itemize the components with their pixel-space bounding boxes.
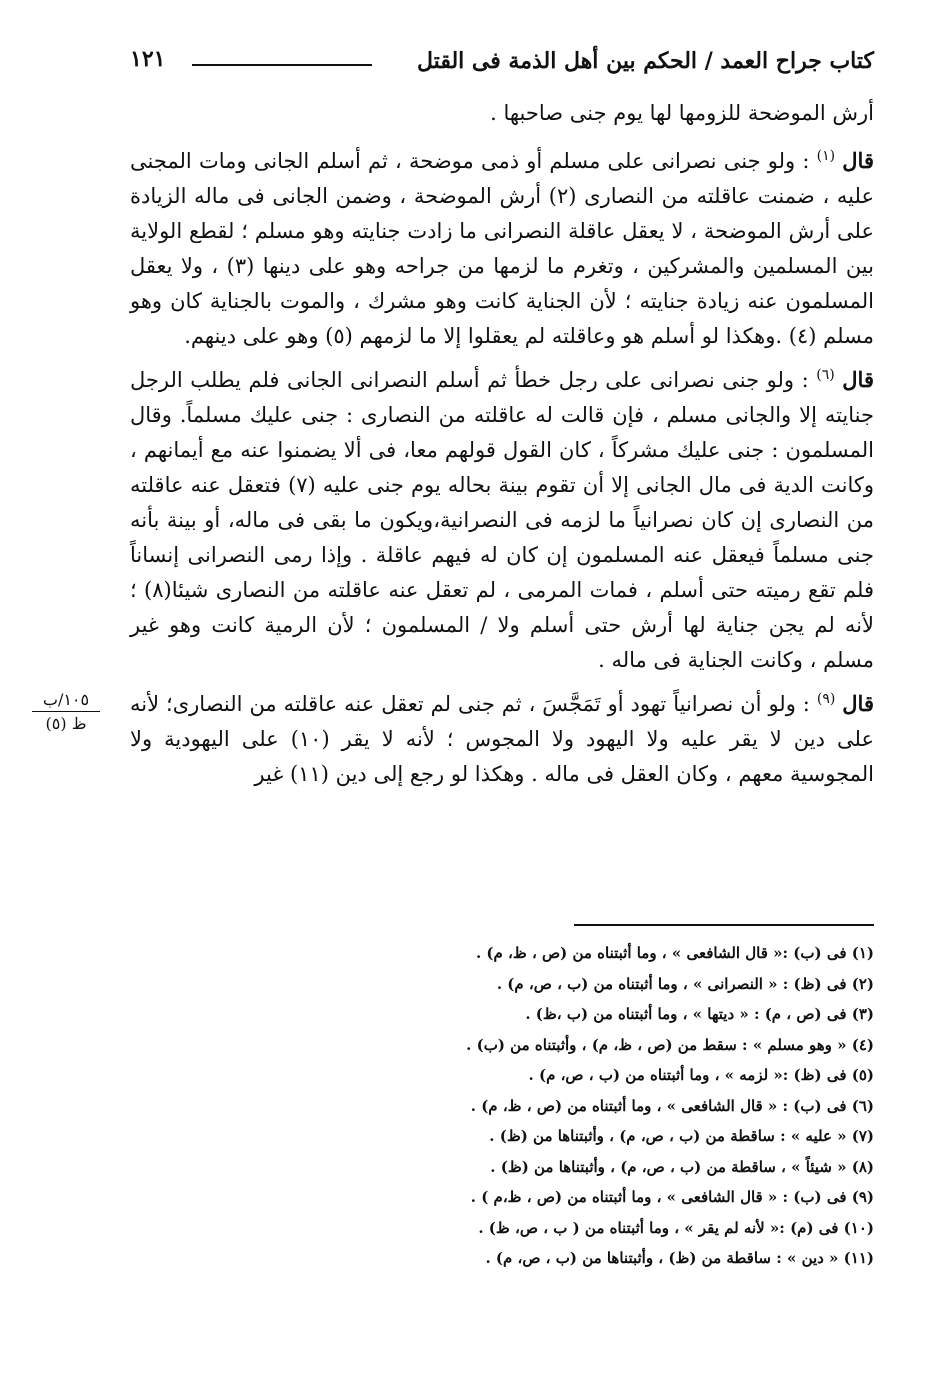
paragraph-2 [130, 139, 874, 354]
page-number: ١٢١ [130, 46, 166, 72]
paragraph-3-text: : ولو جنى نصرانى على رجل خطأ ثم أسلم النصرانى الجانى فلم يطلب الرجل جنايته إلا والجانى مسلم ، فإن قالت له عاقلته من النصارى : جنى عليك مسلماً. وقال المسلمون : جنى عليك مشركاً ، كان القول قولهم معا، فى ألا يضمنوا عنه مع أيمانهم ، وكانت الدية فى مال الجانى إلا أن تقوم بينة بحاله يوم جنى عليه (٧) فتعقل عنه عاقلته من النصارى إن كان نصرانياً ما لزمه فى النصرانية،ويكون ما بقى فى ماله، أو بينة بأنه جنى مسلماً فيعقل عنه المسلمون إن كان له فيهم عاقلة . وإذا رمى النصرانى إنساناً فلم تقع رميته حتى أسلم ، فمات المرمى ، لم تعقل عنه عاقلته من النصارى شيئا(٨) ؛ لأنه لم يجن جناية لها أرش حتى أسلم ولا / المسلمون ؛ لأن الرمية كانت وهو غير مسلم ، وكانت الجناية فى ماله . [130, 368, 874, 672]
paragraph-3-ref: (٦) [816, 367, 835, 383]
running-header [130, 44, 874, 80]
footnote: (١) فى (ب) :« قال الشافعى » ، وما أثبتناه من (ص ، ظ، م) . [475, 944, 874, 962]
footnote-separator [574, 924, 874, 926]
footnote: (٣) فى (ص ، م) : « ديتها » ، وما أثبتناه من (ب ،ظ) . [525, 1005, 874, 1023]
footnote: (٤) « وهو مسلم » : سقط من (ص ، ظ، م) ، وأثبتناه من (ب) . [466, 1035, 874, 1054]
manuscript-margin-note [26, 690, 106, 733]
paragraph-2-label: قال [842, 148, 874, 173]
footnote: (٩) فى (ب) : « قال الشافعى » ، وما أثبتناه من (ص ، ظ،م ) . [470, 1188, 874, 1206]
paragraph-3-label: قال [842, 367, 874, 392]
paragraph-2-ref: (١) [816, 148, 836, 164]
footnote: (٢) فى (ظ) : « النصرانى » ، وما أثبتناه من (ب ، ص، م) . [496, 974, 874, 993]
margin-note-folio: ١٠٥/ب [42, 690, 90, 709]
footnote: (٧) « عليه » : ساقطة من (ب ، ص، م) ، وأثبتناها من (ظ) . [489, 1127, 874, 1145]
margin-note-rule [32, 711, 100, 712]
margin-note-manuscript: ظ (٥) [45, 714, 87, 733]
footnote: (٥) فى (ظ) :« لزمه » ، وما أثبتناه من (ب ، ص، م) . [528, 1066, 874, 1084]
paragraph-4-ref: (٩) [816, 691, 836, 707]
paragraph-1: أرش الموضحة للزومها لها يوم جنى صاحبها . [490, 101, 874, 125]
paragraph-4 [130, 682, 874, 792]
paragraph-4-label: قال [842, 691, 874, 716]
header-rule [192, 64, 372, 66]
footnotes [130, 938, 874, 1274]
paragraph-2-text: : ولو جنى نصرانى على مسلم أو ذمى موضحة ، ثم أسلم الجانى ومات المجنى عليه ، ضمنت عاقلته من النصارى (٢) أرش الموضحة ، وضمن الجانى فى ماله الزيادة على أرش الموضحة ، لا يعقل عاقلة النصرانى ما زادت جنايته وهو مسلم ؛ لقطع الولاية بين المسلمين والمشركين ، وتغرم ما لزمها من جراحه وهو على دينها (٣) ، ولا يعقل المسلمون عنه زيادة جنايته ؛ لأن الجناية كانت وهو مشرك ، والموت بالجناية كان وهو مسلم (٤) .وهكذا لو أسلم هو وعاقلته لم يعقلوا إلا ما لزمهم (٥) وهو على دينهم. [130, 149, 874, 348]
footnote: (١١) « دين » : ساقطة من (ظ) ، وأثبتناها من (ب ، ص، م) . [485, 1249, 874, 1267]
footnote: (١٠) فى (م) :« لأنه لم يقر » ، وما أثبتناه من ( ب ، ص، ظ) . [478, 1218, 874, 1237]
paragraph-3 [130, 358, 874, 678]
footnote: (٨) « شيئاً » ، ساقطة من (ب ، ص، م) ، وأثبتناها من (ظ) . [490, 1157, 874, 1176]
footnote: (٦) فى (ب) : « قال الشافعى » ، وما أثبتناه من (ص ، ظ، م) . [470, 1096, 874, 1115]
paragraph-4-text: : ولو أن نصرانياً تهود أو تَمَجَّسَ ، ثم جنى لم تعقل عنه عاقلته من النصارى؛ لأنه على دين لا يقر عليه ولا اليهود ولا المجوس ؛ لأنه لا يقر (١٠) على اليهودية ولا المجوسية معهم ، وكان العقل فى ماله . وهكذا لو رجع إلى دين (١١) غير [130, 692, 874, 786]
main-text [130, 96, 874, 796]
header-title: كتاب جراح العمد / الحكم بين أهل الذمة فى القتل [417, 48, 874, 74]
